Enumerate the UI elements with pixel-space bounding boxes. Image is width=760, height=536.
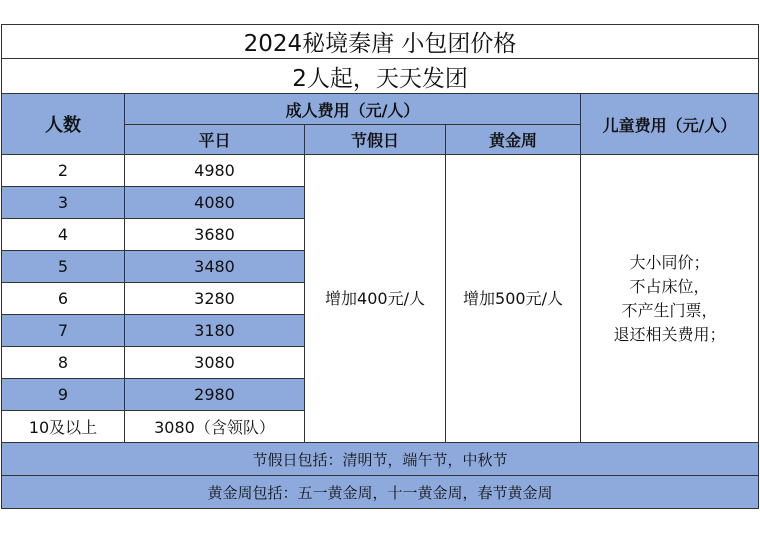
holiday-footnote: 节假日包括：清明节，端午节，中秋节	[2, 443, 759, 476]
weekday-price-cell: 4080	[125, 187, 305, 219]
table-title: 2024秘境秦唐 小包团价格	[2, 25, 759, 59]
people-cell: 2	[2, 155, 125, 187]
header-weekday: 平日	[125, 125, 305, 155]
people-cell: 3	[2, 187, 125, 219]
table-row	[2, 155, 759, 187]
header-people: 人数	[2, 94, 125, 155]
header-child-fee: 儿童费用（元/人）	[581, 94, 759, 155]
child-policy-line: 大小同价；	[629, 252, 710, 272]
child-policy-line: 不产生门票，	[621, 300, 718, 320]
child-policy-line: 退还相关费用；	[613, 324, 726, 344]
weekday-price-cell: 4980	[125, 155, 305, 187]
weekday-price-cell: 3080	[125, 347, 305, 379]
table-subtitle: 2人起，天天发团	[2, 59, 759, 94]
weekday-price-cell: 2980	[125, 379, 305, 411]
people-cell: 8	[2, 347, 125, 379]
weekday-price-cell: 3480	[125, 251, 305, 283]
header-holiday: 节假日	[305, 125, 446, 155]
golden-week-surcharge-cell: 增加500元/人	[446, 155, 581, 443]
header-adult-fee: 成人费用（元/人）	[125, 94, 581, 125]
weekday-price-cell: 3180	[125, 315, 305, 347]
people-cell: 4	[2, 219, 125, 251]
child-policy-cell	[581, 155, 759, 443]
weekday-price-cell: 3080（含领队）	[125, 411, 305, 443]
child-policy-line: 不占床位，	[629, 276, 710, 296]
people-cell: 6	[2, 283, 125, 315]
people-cell: 9	[2, 379, 125, 411]
price-table	[1, 24, 759, 509]
holiday-surcharge-cell: 增加400元/人	[305, 155, 446, 443]
people-cell: 7	[2, 315, 125, 347]
golden-week-footnote: 黄金周包括：五一黄金周，十一黄金周，春节黄金周	[2, 476, 759, 509]
weekday-price-cell: 3680	[125, 219, 305, 251]
weekday-price-cell: 3280	[125, 283, 305, 315]
people-cell: 10及以上	[2, 411, 125, 443]
people-cell: 5	[2, 251, 125, 283]
header-golden-week: 黄金周	[446, 125, 581, 155]
